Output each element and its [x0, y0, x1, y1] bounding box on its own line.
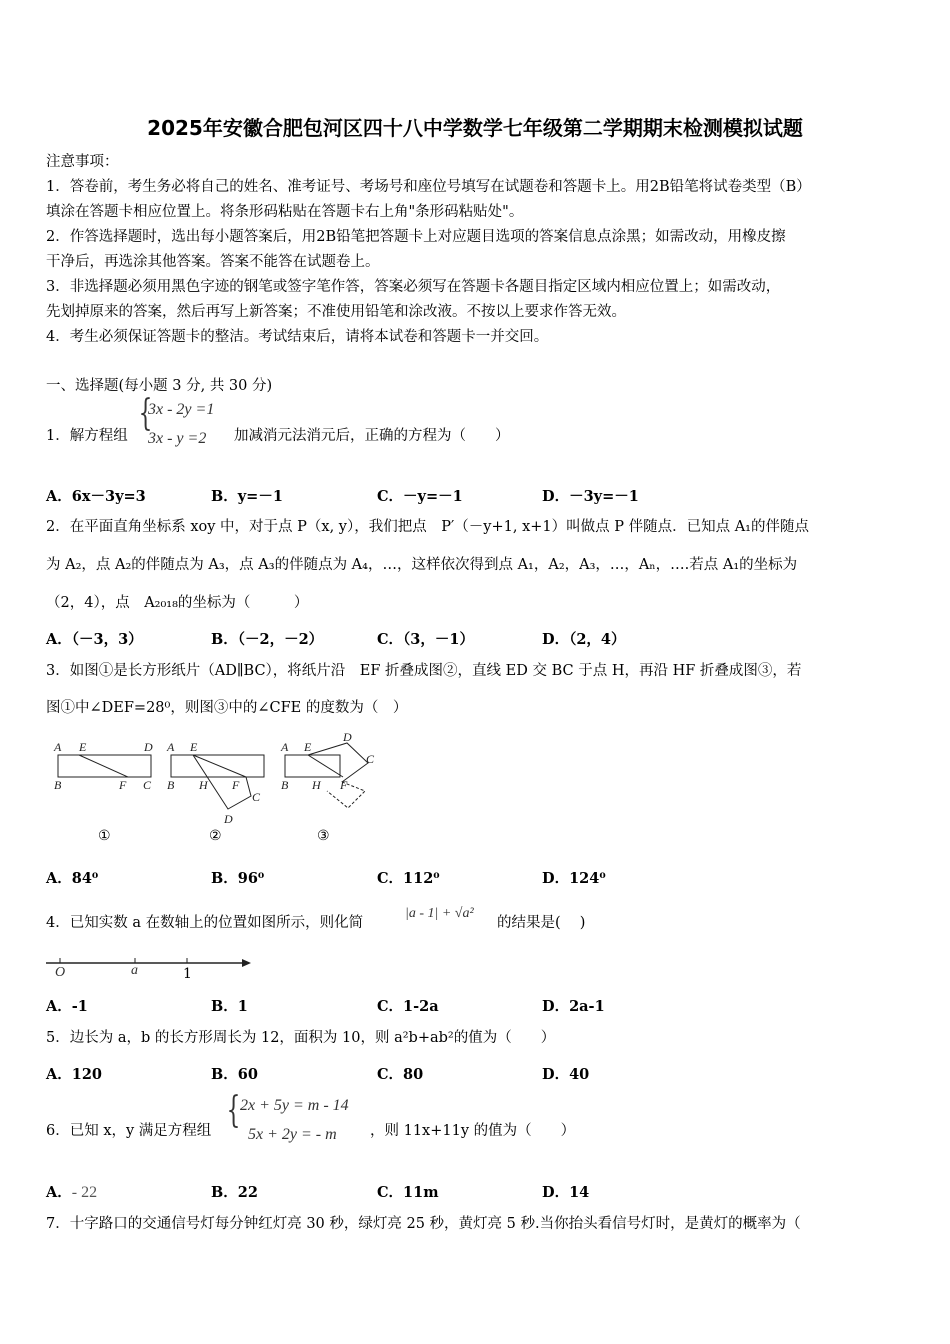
q4-option-c[interactable]: C．1-2a [377, 998, 439, 1015]
notice-line: 4．考生必须保证答题卡的整洁。考试结束后，请将本试卷和答题卡一并交回。 [46, 329, 549, 345]
svg-text:D: D [144, 740, 153, 754]
svg-text:C: C [366, 752, 375, 766]
brace-icon: { [138, 393, 153, 434]
svg-text:F: F [119, 778, 127, 792]
svg-text:D: D [343, 733, 352, 744]
q6-option-d[interactable]: D．14 [542, 1184, 590, 1201]
svg-text:H: H [199, 778, 208, 792]
q6-option-a-value: - 22 [71, 1184, 98, 1201]
q4-option-d[interactable]: D．2a-1 [542, 998, 605, 1015]
numline-label-o: O [55, 965, 66, 980]
q5-stem: 5．边长为 a，b 的长方形周长为 12，面积为 10，则 a²b+ab²的值为（ ） [46, 1030, 556, 1046]
q1-stem-post: 加减消元法消元后，正确的方程为（ ） [234, 428, 510, 444]
notice-line: 3．非选择题必须用黑色字迹的钢笔或签字笔作答，答案必须写在答题卡各题目指定区域内相应位置上；如需改动， [46, 279, 781, 295]
q1-option-d[interactable]: D．－3y=－1 [542, 488, 639, 505]
svg-text:E: E [304, 740, 312, 754]
q5-option-a[interactable]: A．120 [46, 1066, 103, 1083]
q6-option-c[interactable]: C．11m [377, 1184, 439, 1201]
q3-stem: 3．如图①是长方形纸片（AD∥BC），将纸片沿 EF 折叠成图②，直线 ED 交 BC 于点 H，再沿 HF 折叠成图③，若 [46, 663, 802, 679]
figure-label: ③ [317, 828, 330, 844]
q2-option-d[interactable]: D．（2，4） [542, 631, 626, 648]
section-heading: 一、选择题(每小题 3 分, 共 30 分) [46, 378, 273, 394]
q6-eq1: 2x + 5y = m - 14 [240, 1097, 349, 1114]
q1-option-c[interactable]: C．－y=－1 [377, 488, 463, 505]
q1-option-b[interactable]: B．y=－1 [211, 488, 283, 505]
notice-line: 填涂在答题卡相应位置上。将条形码粘贴在答题卡右上角"条形码粘贴处"。 [46, 204, 524, 220]
q3-option-c[interactable]: C．112⁰ [377, 870, 440, 887]
q1-option-a[interactable]: A．6x－3y=3 [46, 488, 146, 505]
svg-text:B: B [167, 778, 175, 792]
q3-option-d[interactable]: D．124⁰ [542, 870, 606, 887]
q2-option-c[interactable]: C．（3，－1） [377, 631, 474, 648]
svg-text:B: B [54, 778, 62, 792]
q6-eq2: 5x + 2y = - m [248, 1126, 337, 1143]
svg-text:E: E [190, 740, 198, 754]
q4-expression: |a - 1| + √a² [405, 906, 474, 921]
page-title: 2025年安徽合肥包河区四十八中学数学七年级第二学期期末检测模拟试题 [147, 116, 803, 140]
q1-stem-pre: 1．解方程组 [46, 428, 128, 444]
q6-stem-post: ，则 11x+11y 的值为（ ） [370, 1123, 576, 1139]
q1-eq1: 3x - 2y =1 [148, 401, 215, 418]
svg-text:A: A [54, 740, 62, 754]
numline-label-a: a [131, 963, 138, 978]
q5-option-d[interactable]: D．40 [542, 1066, 590, 1083]
q6-option-a-label: A． [46, 1184, 72, 1201]
q2-stem: （2，4），点 A₂₀₁₈的坐标为（ ） [46, 595, 309, 611]
figure-label: ① [98, 828, 111, 844]
q6-option-b[interactable]: B．22 [211, 1184, 258, 1201]
svg-text:E: E [79, 740, 87, 754]
notice-line: 干净后，再选涂其他答案。答案不能答在试题卷上。 [46, 254, 380, 270]
q7-stem: 7．十字路口的交通信号灯每分钟红灯亮 30 秒，绿灯亮 25 秒，黄灯亮 5 秒.当你抬头看信号灯时，是黄灯的概率为（ [46, 1216, 801, 1232]
q3-stem: 图①中∠DEF=28⁰，则图③中的∠CFE 的度数为（ ） [46, 700, 408, 716]
q2-option-a[interactable]: A．（－3，3） [46, 631, 143, 648]
q2-stem: 2．在平面直角坐标系 xoy 中，对于点 P（x, y），我们把点 P′（－y+1, x+1）叫做点 P 伴随点．已知点 A₁的伴随点 [46, 519, 809, 535]
q2-option-b[interactable]: B．（－2，－2） [211, 631, 324, 648]
q3-option-a[interactable]: A．84⁰ [46, 870, 99, 887]
svg-text:C: C [252, 790, 261, 804]
notice-line: 2．作答选择题时，选出每小题答案后，用2B铅笔把答题卡上对应题目选项的答案信息点涂黑；如需改动，用橡皮擦 [46, 229, 786, 245]
brace-icon: { [226, 1090, 241, 1131]
q4-stem-pre: 4．已知实数 a 在数轴上的位置如图所示，则化简 [46, 915, 364, 931]
figure-label: ② [209, 828, 222, 844]
q5-option-b[interactable]: B．60 [211, 1066, 258, 1083]
notice-heading: 注意事项： [46, 154, 119, 170]
q4-stem-post: 的结果是( ) [497, 915, 586, 931]
q5-option-c[interactable]: C．80 [377, 1066, 424, 1083]
notice-line: 1．答卷前，考生务必将自己的姓名、准考证号、考场号和座位号填写在试题卷和答题卡上。用2B铅笔将试卷类型（B） [46, 179, 811, 195]
q4-option-b[interactable]: B．1 [211, 998, 248, 1015]
q6-stem-pre: 6．已知 x，y 满足方程组 [46, 1123, 212, 1139]
numline-label-1: 1 [183, 966, 192, 982]
notice-line: 先划掉原来的答案，然后再写上新答案；不准使用铅笔和涂改液。不按以上要求作答无效。 [46, 304, 626, 320]
svg-text:F: F [340, 778, 348, 792]
q1-eq2: 3x - y =2 [148, 430, 207, 447]
number-line [44, 950, 259, 985]
svg-text:A: A [281, 740, 289, 754]
svg-text:D: D [224, 812, 233, 826]
q3-option-b[interactable]: B．96⁰ [211, 870, 265, 887]
svg-text:A: A [167, 740, 175, 754]
svg-text:H: H [312, 778, 321, 792]
svg-text:B: B [281, 778, 289, 792]
q2-stem: 为 A₂，点 A₂的伴随点为 A₃，点 A₃的伴随点为 A₄，…，这样依次得到点 A₁，A₂，A₃，…，Aₙ，….若点 A₁的坐标为 [46, 557, 798, 573]
q4-option-a[interactable]: A．-1 [46, 998, 88, 1015]
q6-option-a[interactable] [46, 1181, 97, 1202]
svg-text:F: F [232, 778, 240, 792]
svg-text:C: C [143, 778, 152, 792]
